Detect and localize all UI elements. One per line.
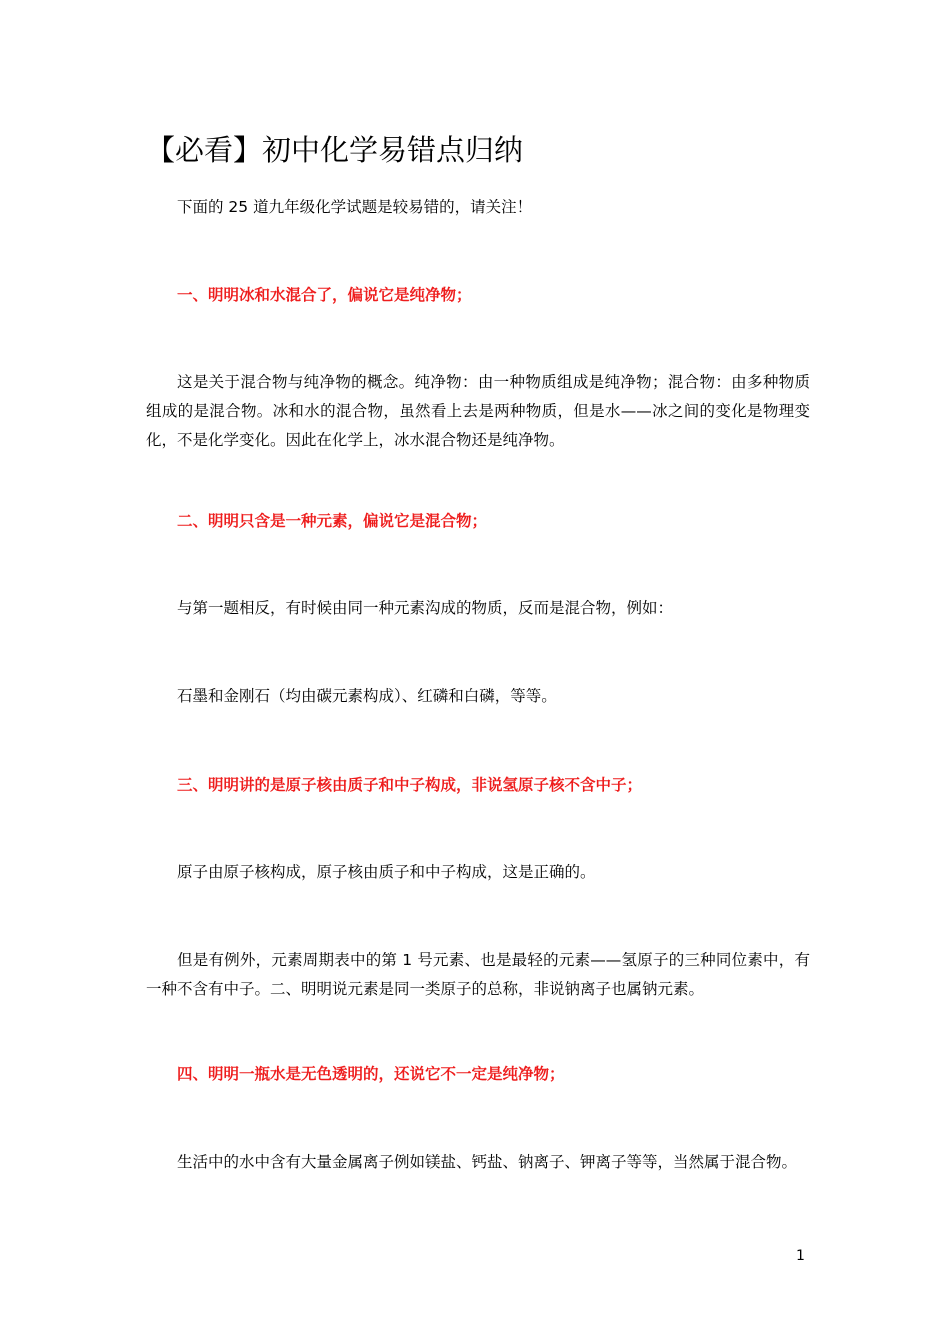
section-heading-1: 一、明明冰和水混合了，偏说它是纯净物；	[177, 286, 472, 304]
section-1-paragraph-1: 这是关于混合物与纯净物的概念。纯净物：由一种物质组成是纯净物；混合物：由多种物质组成的是混合物。冰和水的混合物，虽然看上去是两种物质，但是水——冰之间的变化是物理变化，不是化学变化。因此在化学上，冰水混合物还是纯净物。	[146, 373, 810, 449]
section-3-paragraph-2: 但是有例外，元素周期表中的第 1 号元素、也是最轻的元素——氢原子的三种同位素中，有一种不含有中子。二、明明说元素是同一类原子的总称，非说钠离子也属钠元素。	[146, 951, 810, 998]
section-3-paragraph-1: 原子由原子核构成，原子核由质子和中子构成，这是正确的。	[177, 863, 596, 881]
intro-paragraph: 下面的 25 道九年级化学试题是较易错的，请关注！	[177, 198, 533, 216]
section-2-paragraph-1: 与第一题相反，有时候由同一种元素沟成的物质，反而是混合物，例如：	[177, 599, 674, 617]
document-title: 【必看】初中化学易错点归纳	[146, 133, 524, 167]
page-number: 1	[796, 1248, 805, 1264]
section-heading-4: 四、明明一瓶水是无色透明的，还说它不一定是纯净物；	[177, 1065, 565, 1083]
section-heading-2: 二、明明只含是一种元素，偏说它是混合物；	[177, 512, 488, 530]
section-heading-3: 三、明明讲的是原子核由质子和中子构成，非说氢原子核不含中子；	[177, 776, 643, 794]
section-2-paragraph-2: 石墨和金刚石（均由碳元素构成）、红磷和白磷，等等。	[177, 687, 557, 705]
section-4-paragraph-1: 生活中的水中含有大量金属离子例如镁盐、钙盐、钠离子、钾离子等等，当然属于混合物。	[177, 1153, 798, 1171]
